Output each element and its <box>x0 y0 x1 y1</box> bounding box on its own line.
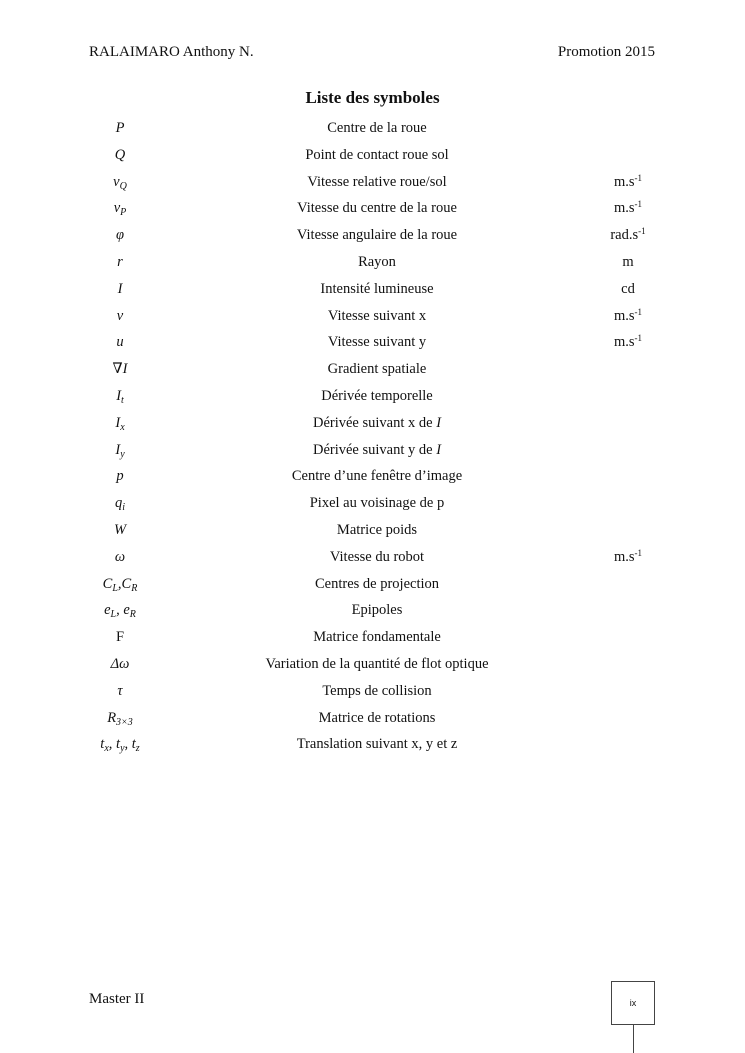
symbol-row <box>0 650 745 677</box>
symbol-row <box>0 168 745 195</box>
symbol-notation <box>60 549 180 566</box>
symbol-main: W <box>113 521 127 538</box>
description-text: Matrice fondamentale <box>313 629 441 646</box>
symbol-row <box>0 302 745 329</box>
symbol-row <box>0 275 745 302</box>
symbol-notation <box>60 495 180 512</box>
symbol-row <box>0 248 745 275</box>
symbol-subscript: z <box>135 743 140 755</box>
symbol-main: t <box>100 736 105 753</box>
symbol-unit <box>578 174 678 191</box>
description-text: Dérivée suivant x de <box>312 414 433 431</box>
symbol-main: v <box>113 173 120 190</box>
description-variable: I <box>436 414 442 431</box>
page-title: Liste des symboles <box>305 88 440 107</box>
symbol-notation <box>60 147 180 164</box>
description-text: Intensité lumineuse <box>320 280 434 297</box>
description-text: Vitesse du robot <box>329 548 425 565</box>
symbol-notation <box>60 334 180 351</box>
symbol-description <box>177 442 577 459</box>
symbol-description <box>177 174 577 191</box>
description-text: Temps de collision <box>322 682 432 699</box>
symbol-description <box>177 308 577 325</box>
symbol-main: v <box>113 200 121 217</box>
symbol-notation <box>60 710 180 727</box>
header-promotion: Promotion 2015 <box>557 44 655 60</box>
symbol-description <box>177 227 577 244</box>
symbol-main: , e <box>116 602 130 619</box>
symbol-notation <box>60 415 180 432</box>
symbol-notation <box>60 442 180 459</box>
symbol-subscript: x <box>120 421 125 433</box>
symbol-notation <box>60 254 180 271</box>
symbol-notation <box>60 576 180 593</box>
symbol-description <box>177 710 577 727</box>
header-author: RALAIMARO Anthony N. <box>89 44 254 60</box>
symbol-notation <box>60 120 180 137</box>
symbol-subscript: y <box>120 448 125 460</box>
description-text: Pixel au voisinage de p <box>309 495 445 512</box>
symbol-main: C <box>102 575 113 592</box>
symbol-row <box>0 543 745 570</box>
symbol-description <box>177 683 577 700</box>
description-text: Centre de la roue <box>327 120 427 136</box>
symbol-description <box>177 468 577 485</box>
symbol-notation <box>60 736 180 753</box>
symbol-main: Q <box>114 146 126 163</box>
symbol-notation <box>60 200 180 217</box>
symbol-row <box>0 436 745 463</box>
symbol-row <box>0 194 745 221</box>
page-number: ix <box>629 998 637 1008</box>
unit-exponent: -1 <box>634 306 643 317</box>
description-text: Centre d’une fenêtre d’image <box>291 468 463 485</box>
symbol-row <box>0 382 745 409</box>
symbol-description <box>177 736 577 753</box>
description-text: Vitesse suivant y <box>327 334 427 351</box>
symbol-description <box>177 656 577 673</box>
unit-text: m.s <box>613 307 635 324</box>
symbol-subscript: L <box>110 609 117 621</box>
symbol-list <box>0 114 745 757</box>
symbol-description <box>177 522 577 539</box>
symbol-subscript: Q <box>119 180 127 192</box>
description-text: Matrice poids <box>336 521 418 538</box>
unit-exponent: -1 <box>634 172 643 183</box>
symbol-main: ∇I <box>112 361 128 378</box>
symbol-main: φ <box>115 227 125 244</box>
symbol-row <box>0 355 745 382</box>
symbol-row <box>0 677 745 704</box>
symbol-description <box>177 254 577 271</box>
unit-text: m <box>622 253 634 270</box>
symbol-description <box>177 120 577 137</box>
symbol-main: ω <box>114 548 126 565</box>
symbol-row <box>0 623 745 650</box>
symbol-description <box>177 281 577 298</box>
symbol-description <box>177 495 577 512</box>
unit-text: m.s <box>613 548 635 565</box>
symbol-main: P <box>115 120 125 136</box>
symbol-row <box>0 704 745 731</box>
page-number-box <box>611 981 655 1025</box>
symbol-main: I <box>117 280 123 297</box>
symbol-description <box>177 147 577 164</box>
symbol-unit <box>578 227 678 244</box>
symbol-subscript: L <box>112 582 118 594</box>
symbol-row <box>0 596 745 623</box>
unit-exponent: -1 <box>634 199 643 210</box>
description-text: Vitesse suivant x <box>327 307 427 324</box>
symbol-row <box>0 409 745 436</box>
symbol-description <box>177 334 577 351</box>
symbol-main: τ <box>117 682 123 699</box>
symbol-subscript: i <box>122 502 126 514</box>
unit-text: m.s <box>613 334 635 351</box>
symbol-unit <box>578 308 678 325</box>
description-text: Vitesse angulaire de la roue <box>296 227 458 244</box>
symbol-subscript: x <box>104 743 109 755</box>
symbol-main: e <box>104 602 111 619</box>
description-text: Epipoles <box>351 602 403 619</box>
symbol-subscript: 3×3 <box>116 716 133 728</box>
symbol-notation <box>60 683 180 700</box>
symbol-description <box>177 200 577 217</box>
symbol-main: , t <box>108 736 121 753</box>
symbol-notation <box>60 227 180 244</box>
description-text: Variation de la quantité de flot optique <box>265 655 489 672</box>
symbol-notation <box>60 629 180 646</box>
symbol-description <box>177 415 577 432</box>
symbol-row <box>0 489 745 516</box>
symbol-row <box>0 516 745 543</box>
symbol-notation <box>60 281 180 298</box>
symbol-description <box>177 576 577 593</box>
symbol-description <box>177 629 577 646</box>
unit-text: m.s <box>613 200 635 217</box>
unit-exponent: -1 <box>634 333 643 344</box>
symbol-main: v <box>116 307 124 324</box>
symbol-row <box>0 141 745 168</box>
symbol-notation <box>60 361 180 378</box>
symbol-description <box>177 549 577 566</box>
symbol-main: F <box>115 629 125 646</box>
description-text: Dérivée temporelle <box>321 387 433 404</box>
symbol-main: p <box>116 468 124 485</box>
symbol-notation <box>60 388 180 405</box>
description-text: Matrice de rotations <box>318 709 436 726</box>
description-variable: I <box>436 441 442 458</box>
symbol-subscript: R <box>131 582 138 594</box>
description-text: Gradient spatiale <box>327 361 427 378</box>
symbol-description <box>177 361 577 378</box>
symbol-row <box>0 570 745 597</box>
symbol-description <box>177 388 577 405</box>
symbol-notation <box>60 308 180 325</box>
symbol-row <box>0 114 745 141</box>
symbol-main: Δω <box>110 655 130 672</box>
symbol-subscript: R <box>129 609 136 621</box>
page-number-stem <box>633 1025 634 1053</box>
symbol-description <box>177 602 577 619</box>
symbol-notation <box>60 468 180 485</box>
symbol-main: ,C <box>117 575 132 592</box>
symbol-subscript: y <box>120 743 125 755</box>
symbol-main: I <box>116 387 122 404</box>
unit-exponent: -1 <box>634 547 643 558</box>
symbol-main: u <box>116 334 124 351</box>
symbol-row <box>0 462 745 489</box>
unit-exponent: -1 <box>638 226 646 237</box>
description-text: Translation suivant x, y et z <box>296 736 458 753</box>
symbol-main: R <box>107 709 117 726</box>
symbol-notation <box>60 174 180 191</box>
symbol-row <box>0 730 745 757</box>
symbol-main: I <box>115 441 121 458</box>
symbol-notation <box>60 602 180 619</box>
description-text: Dérivée suivant y de <box>312 441 433 458</box>
symbol-main: , t <box>124 736 136 753</box>
description-text: Vitesse du centre de la roue <box>297 200 457 217</box>
unit-text: rad.s <box>610 227 639 244</box>
symbol-main: I <box>115 414 121 431</box>
symbol-notation <box>60 522 180 539</box>
description-text: Point de contact roue sol <box>305 146 449 163</box>
symbol-unit <box>578 549 678 566</box>
symbol-row <box>0 328 745 355</box>
symbol-row <box>0 221 745 248</box>
symbol-main: q <box>114 495 123 512</box>
description-text: Vitesse relative roue/sol <box>307 173 447 190</box>
symbol-unit <box>578 254 678 271</box>
symbol-subscript: P <box>120 207 127 219</box>
symbol-notation <box>60 656 180 673</box>
footer-label: Master II <box>89 991 145 1007</box>
description-text: Rayon <box>358 253 396 270</box>
symbol-unit <box>578 281 678 298</box>
description-text: Centres de projection <box>314 575 439 592</box>
unit-text: m.s <box>613 173 635 190</box>
symbol-main: r <box>117 253 123 270</box>
symbol-subscript: t <box>121 394 124 406</box>
symbol-unit <box>578 200 678 217</box>
symbol-unit <box>578 334 678 351</box>
unit-text: cd <box>621 280 635 297</box>
